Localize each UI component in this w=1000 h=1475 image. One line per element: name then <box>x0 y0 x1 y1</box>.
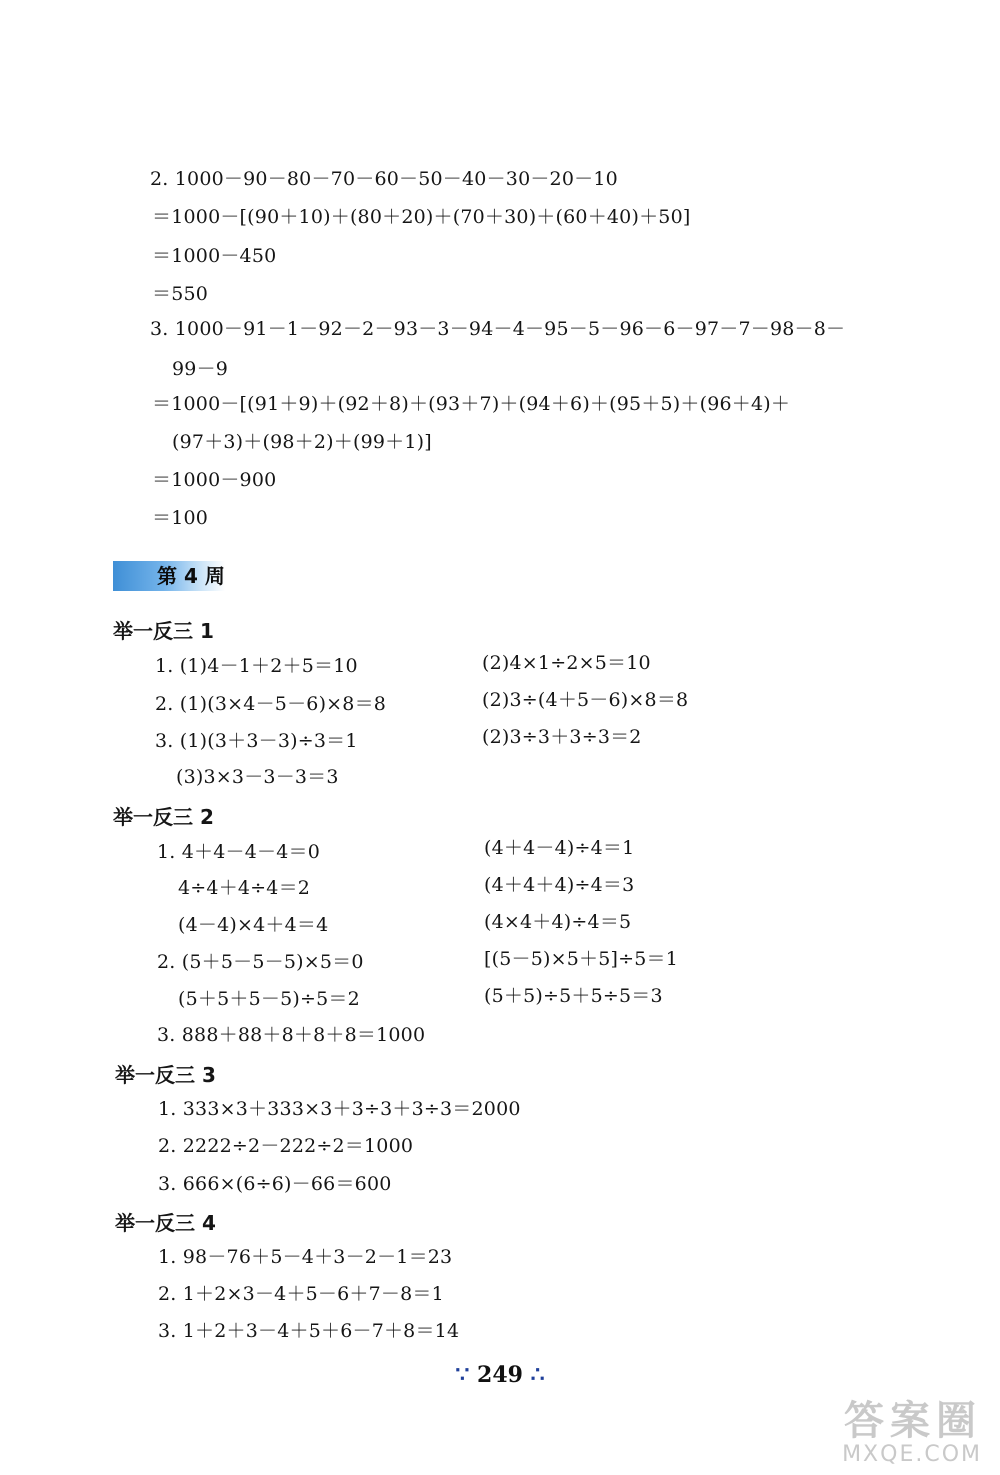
answer-line: 1. 333×3＋333×3＋3÷3＋3÷3＝2000 <box>158 1098 521 1120</box>
group-title: 举一反三 1 <box>113 619 214 643</box>
answer-line: 2. 1＋2×3－4＋5－6＋7－8＝1 <box>158 1283 444 1305</box>
solution-line: ＝1000－[(91＋9)＋(92＋8)＋(93＋7)＋(94＋6)＋(95＋5)＋(96＋4)＋ <box>152 393 791 415</box>
group-title: 举一反三 2 <box>113 805 214 829</box>
answer-line: (4＋4－4)÷4＝1 <box>484 837 635 859</box>
solution-line: (97＋3)＋(98＋2)＋(99＋1)] <box>172 431 432 453</box>
page-number <box>0 1362 1000 1388</box>
group-title: 举一反三 4 <box>115 1211 216 1235</box>
answer-line: 2. (5＋5－5－5)×5＝0 <box>157 951 364 973</box>
answer-line: (3)3×3－3－3＝3 <box>176 766 339 788</box>
ornament-dots-icon: ∵ <box>455 1362 470 1388</box>
answer-line: (2)3÷3＋3÷3＝2 <box>482 726 642 748</box>
solution-line: ＝1000－[(90＋10)＋(80＋20)＋(70＋30)＋(60＋40)＋50] <box>152 206 691 228</box>
answer-line: (4×4＋4)÷4＝5 <box>484 911 632 933</box>
week-title: 第 4 周 <box>157 564 225 588</box>
watermark-text: 答案圈 <box>844 1398 982 1444</box>
answer-line: (4＋4＋4)÷4＝3 <box>484 874 635 896</box>
solution-line: ＝1000－900 <box>152 469 277 491</box>
answer-line: (5＋5)÷5＋5÷5＝3 <box>484 985 663 1007</box>
answer-line: (2)3÷(4＋5－6)×8＝8 <box>482 689 689 711</box>
page-number-value: 249 <box>477 1362 523 1388</box>
solution-line: 3. 1000－91－1－92－2－93－3－94－4－95－5－96－6－97－7－98－8－ <box>150 318 846 340</box>
answer-line: (4－4)×4＋4＝4 <box>178 914 329 936</box>
solution-line: ＝550 <box>152 283 209 305</box>
watermark-url: MXQE.COM <box>842 1442 982 1467</box>
answer-line: 4÷4＋4÷4＝2 <box>178 877 311 899</box>
answer-line: 2. (1)(3×4－5－6)×8＝8 <box>155 693 387 715</box>
solution-line: ＝100 <box>152 507 209 529</box>
answer-line: 1. 98－76＋5－4＋3－2－1＝23 <box>158 1246 453 1268</box>
ornament-dots-icon: ∴ <box>530 1362 545 1388</box>
answer-line: (2)4×1÷2×5＝10 <box>482 652 651 674</box>
answer-line: [(5－5)×5＋5]÷5＝1 <box>484 948 679 970</box>
answer-line: 3. 1＋2＋3－4＋5＋6－7＋8＝14 <box>158 1320 460 1342</box>
watermark <box>842 1399 982 1467</box>
group-title: 举一反三 3 <box>115 1063 216 1087</box>
solution-line: 99－9 <box>172 358 229 380</box>
answer-line: 1. 4＋4－4－4＝0 <box>157 841 321 863</box>
answer-line: 3. (1)(3＋3－3)÷3＝1 <box>155 730 358 752</box>
answer-line: (5＋5＋5－5)÷5＝2 <box>178 988 360 1010</box>
answer-line: 1. (1)4－1＋2＋5＝10 <box>155 655 358 677</box>
solution-line: 2. 1000－90－80－70－60－50－40－30－20－10 <box>150 168 618 190</box>
answer-line: 3. 888＋88＋8＋8＋8＝1000 <box>157 1024 426 1046</box>
answer-line: 2. 2222÷2－222÷2＝1000 <box>158 1135 414 1157</box>
solution-line: ＝1000－450 <box>152 245 277 267</box>
answer-line: 3. 666×(6÷6)－66＝600 <box>158 1173 392 1195</box>
